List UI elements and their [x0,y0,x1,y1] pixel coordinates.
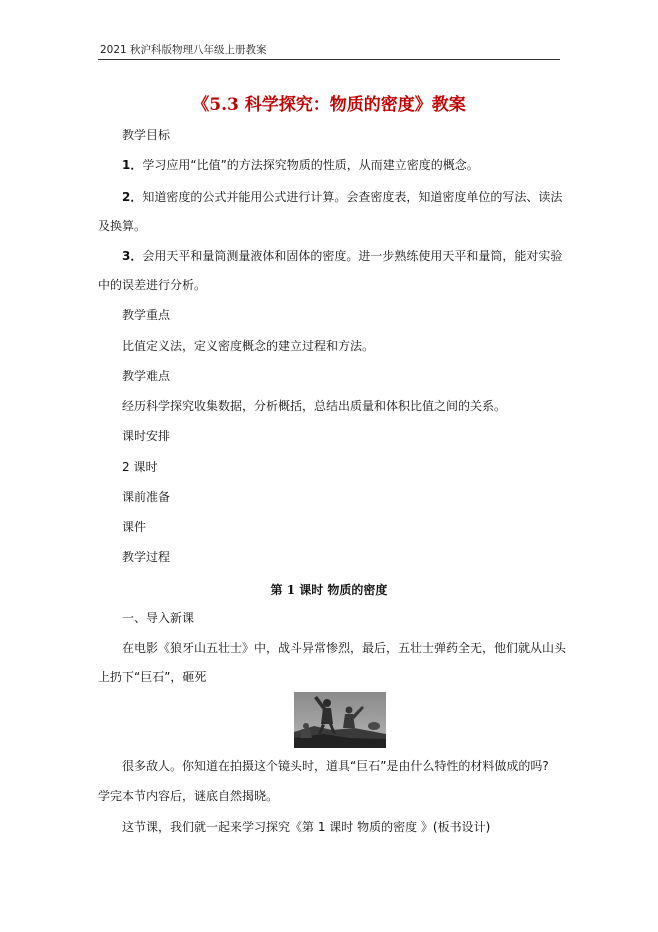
schedule-heading: 课时安排 [122,429,171,443]
objective-1-number: 1． [122,158,143,172]
preparation-text: 课件 [122,520,147,534]
objective-1 [122,157,584,173]
intro-paragraph-line-4: 学完本节内容后，谜底自然揭晓。 [98,789,279,803]
document-title: 《5.3 科学探究：物质的密度》教案 [192,95,466,115]
running-header: 2021 秋沪科版物理八年级上册教案 [100,44,267,56]
schedule-text: 2 课时 [122,460,158,474]
intro-paragraph-line-5: 这节课，我们就一起来学习探究《第 1 课时 物质的密度 》(板书设计) [122,820,491,834]
objective-3-text: 会用天平和量筒测量液体和固体的密度。进一步熟练使用天平和量筒，能对实验 [142,249,563,263]
process-heading: 教学过程 [122,550,171,564]
objectives-heading: 教学目标 [122,128,171,142]
objective-2-number: 2． [122,190,143,204]
preparation-heading: 课前准备 [122,490,171,504]
key-points-heading: 教学重点 [122,308,171,322]
intro-paragraph-line-3: 很多敌人。你知道在拍摄这个镜头时，道具“巨石”是由什么特性的材料做成的吗? [122,759,549,773]
difficulty-heading: 教学难点 [122,369,171,383]
intro-paragraph-line-2: 上扔下“巨石”，砸死 [98,670,207,684]
difficulty-text: 经历科学探究收集数据，分析概括，总结出质量和体积比值之间的关系。 [122,399,507,413]
lesson-title: 第 1 课时 物质的密度 [270,583,388,597]
objective-2-text: 知道密度的公式并能用公式进行计算。会查密度表，知道密度单位的写法、读法 [142,190,563,204]
film-still-image [294,692,386,748]
objective-1-text: 学习应用“比值”的方法探究物质的性质，从而建立密度的概念。 [142,158,479,172]
intro-paragraph-line-1: 在电影《狼牙山五壮士》中，战斗异常惨烈，最后，五壮士弹药全无，他们就从山头 [122,641,567,655]
key-points-text: 比值定义法，定义密度概念的建立过程和方法。 [122,339,375,353]
objective-3-continued: 中的误差进行分析。 [98,278,207,292]
intro-heading: 一、导入新课 [122,611,195,625]
header-rule [98,59,560,60]
objective-2 [122,189,584,205]
objective-3-number: 3． [122,249,143,263]
objective-2-continued: 及换算。 [98,219,147,233]
objective-3 [122,248,584,264]
